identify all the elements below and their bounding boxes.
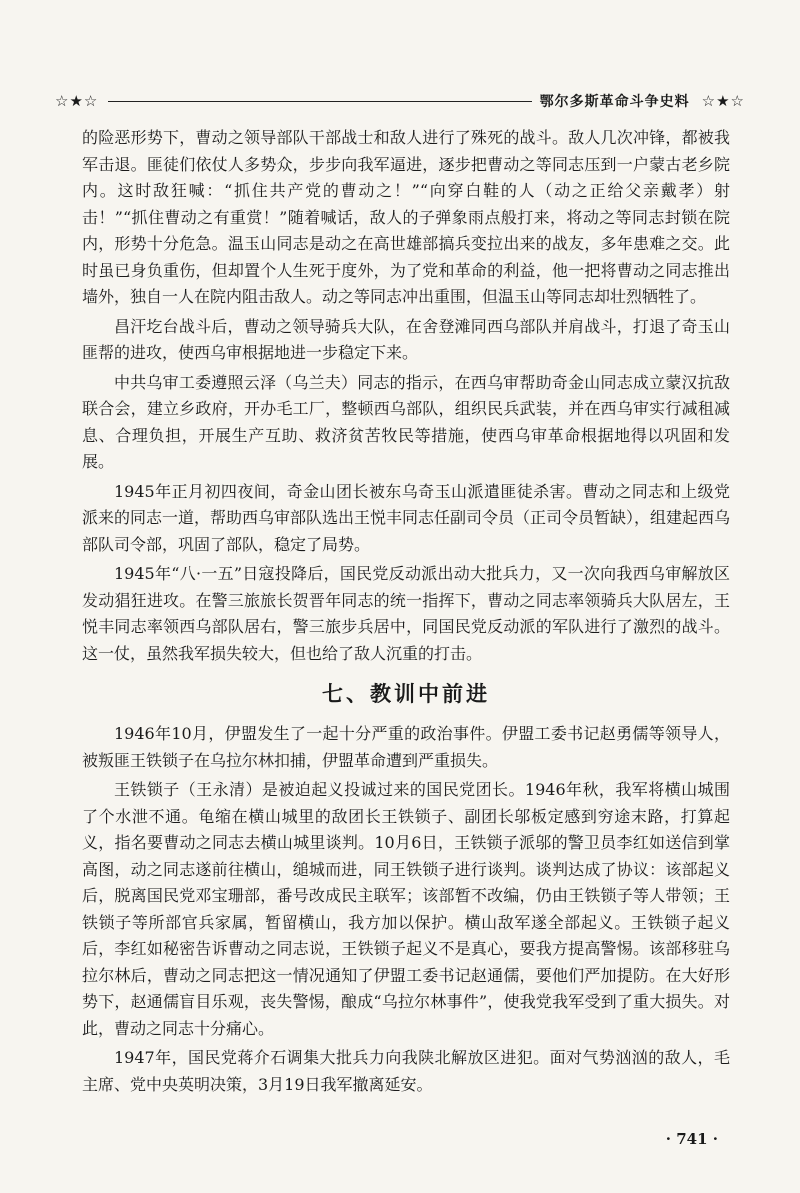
paragraphs-before <box>82 125 730 667</box>
paragraphs-after <box>82 721 730 1098</box>
paragraph: 中共乌审工委遵照云泽（乌兰夫）同志的指示，在西乌审帮助奇金山同志成立蒙汉抗敌联合会，建立乡政府，开办毛工厂，整顿西乌部队，组织民兵武装，并在西乌审实行减租减息、合理负担，开展生产互助、救济贫苦牧民等措施，使西乌审革命根据地得以巩固和发展。 <box>82 372 730 471</box>
running-header <box>55 88 745 114</box>
header-rule <box>108 101 531 102</box>
header-stars-left: ☆★☆ <box>55 92 99 110</box>
paragraph: 1946年10月，伊盟发生了一起十分严重的政治事件。伊盟工委书记赵勇儒等领导人，被叛匪王铁锁子在乌拉尔林扣捕，伊盟革命遭到严重损失。 <box>82 724 730 770</box>
paragraph: 1945年正月初四夜间，奇金山团长被东乌奇玉山派遣匪徒杀害。曹动之同志和上级党派来的同志一道，帮助西乌审部队选出王悦丰同志任副司令员（正司令员暂缺），组建起西乌部队司令部，巩固了部队，稳定了局势。 <box>82 481 731 554</box>
paragraph: 昌汗圪台战斗后，曹动之领导骑兵大队，在舍登滩同西乌部队并肩战斗，打退了奇玉山匪帮的进攻，使西乌审根据地进一步稳定下来。 <box>82 316 730 362</box>
header-stars-right: ☆★☆ <box>701 92 745 110</box>
page-body <box>82 125 730 1101</box>
paragraph: 王铁锁子（王永清）是被迫起义投诚过来的国民党团长。1946年秋，我军将横山城围了个水泄不通。龟缩在横山城里的敌团长王铁锁子、副团长邬板定感到穷途末路，打算起义，指名要曹动之同志去横山城里谈判。10月6日，王铁锁子派邬的警卫员李红如送信到掌高图，动之同志遂前往横山，缒城而进，同王铁锁子进行谈判。谈判达成了协议：该部起义后，脱离国民党邓宝珊部，番号改成民主联军；该部暂不改编，仍由王铁锁子等人带领；王铁锁子等所部官兵家属，暂留横山，我方加以保护。横山敌军遂全部起义。王铁锁子起义后，李红如秘密告诉曹动之同志说，王铁锁子起义不是真心，要我方提高警惕。该部移驻乌拉尔林后，曹动之同志把这一情况通知了伊盟工委书记赵通儒，要他们严加提防。在大好形势下，赵通儒盲目乐观，丧失警惕，酿成“乌拉尔林事件”，使我党我军受到了重大损失。对此，曹动之同志十分痛心。 <box>82 780 730 1038</box>
page-number: · 741 · <box>665 1130 718 1148</box>
paragraph: 的险恶形势下，曹动之领导部队干部战士和敌人进行了殊死的战斗。敌人几次冲锋，都被我军击退。匪徒们依仗人多势众，步步向我军逼进，逐步把曹动之等同志压到一户蒙古老乡院内。这时敌狂喊：“抓住共产党的曹动之！”“向穿白鞋的人（动之正给父亲戴孝）射击！”“抓住曹动之有重赏！”随着喊话，敌人的子弹象雨点般打来，将动之等同志封锁在院内，形势十分危急。温玉山同志是动之在高世雄部搞兵变拉出来的战友，多年患难之交。此时虽已身负重伤，但却置个人生死于度外，为了党和革命的利益，他一把将曹动之同志推出墙外，独自一人在院内阻击敌人。动之等同志冲出重围，但温玉山等同志却壮烈牺牲了。 <box>82 128 730 306</box>
section-title: 七、教训中前进 <box>322 681 490 706</box>
paragraph: 1947年，国民党蒋介石调集大批兵力向我陕北解放区进犯。面对气势汹汹的敌人，毛主席、党中央英明决策，3月19日我军撤离延安。 <box>82 1048 730 1094</box>
header-title: 鄂尔多斯革命斗争史料 <box>539 94 690 110</box>
paragraph: 1945年“八·一五”日寇投降后，国民党反动派出动大批兵力，又一次向我西乌审解放区发动猖狂进攻。在警三旅旅长贺晋年同志的统一指挥下，曹动之同志率领骑兵大队居左，王悦丰同志率领西乌部队居右，警三旅步兵居中，同国民党反动派的军队进行了激烈的战斗。这一仗，虽然我军损失较大，但也给了敌人沉重的打击。 <box>82 564 730 663</box>
